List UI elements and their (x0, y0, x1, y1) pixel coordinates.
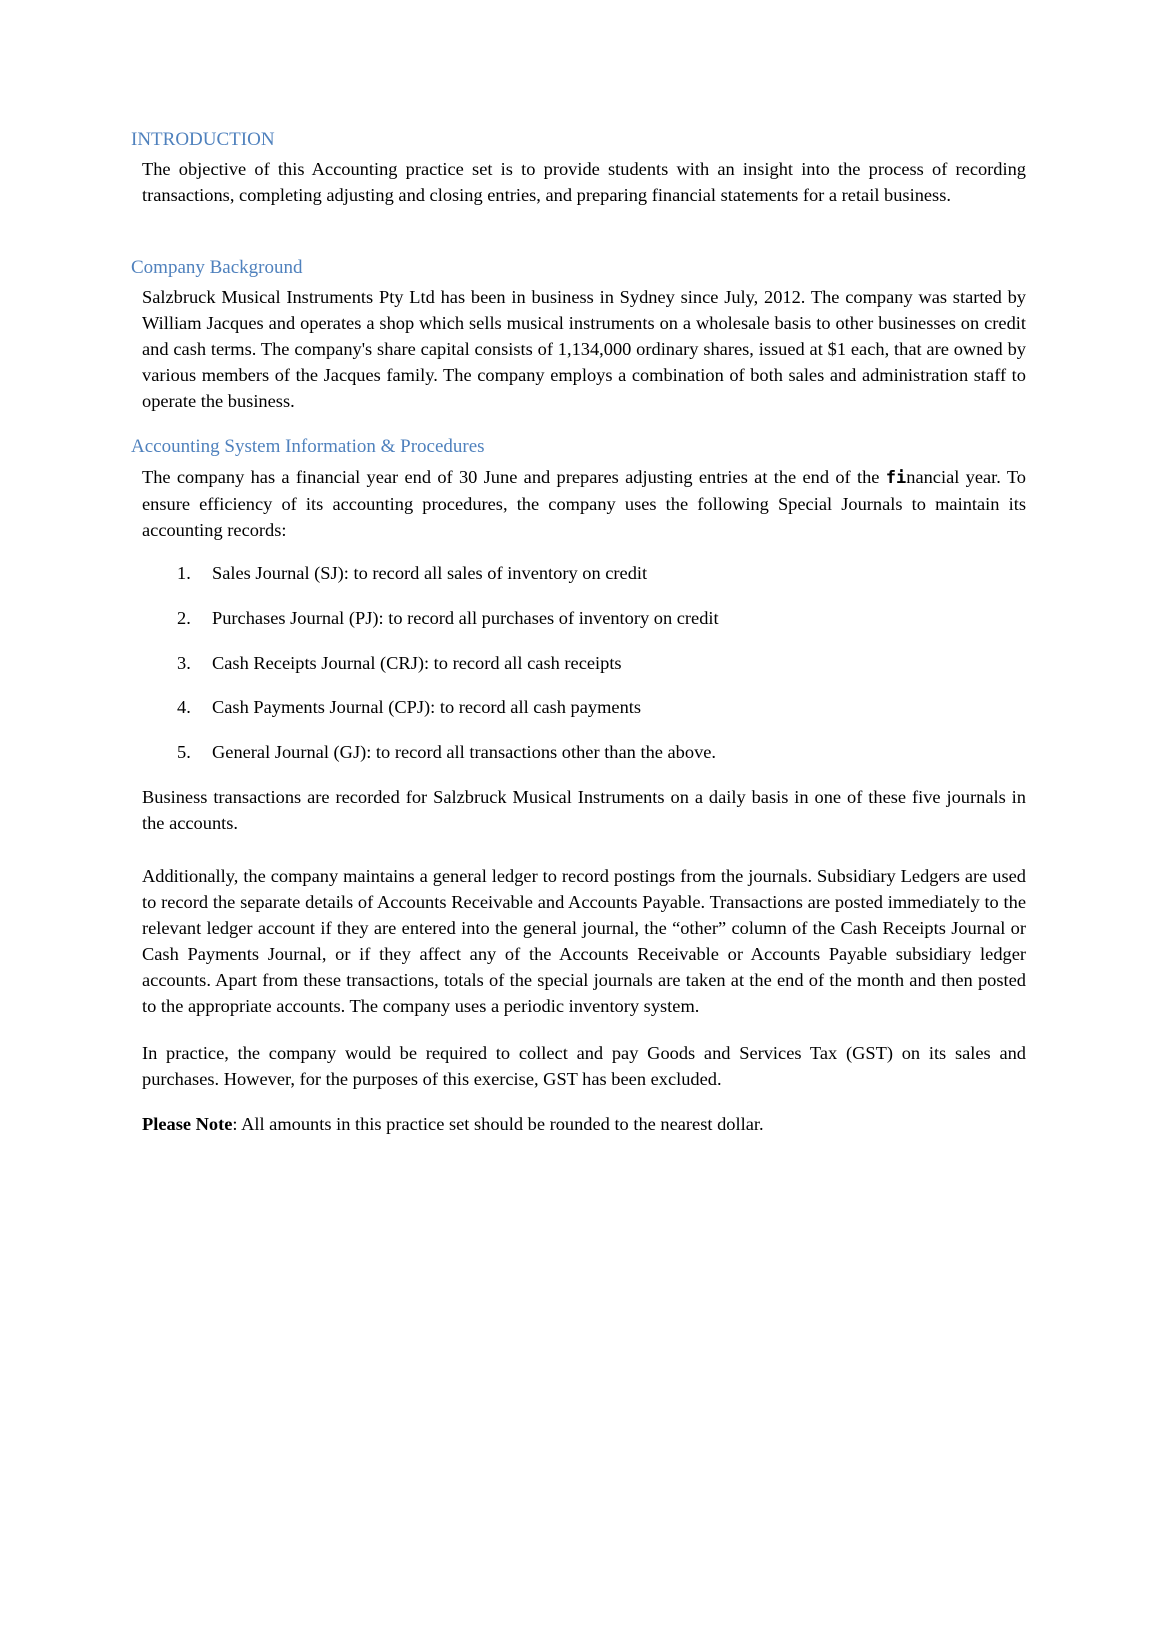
heading-introduction: INTRODUCTION (131, 129, 275, 150)
list-item-text: Cash Payments Journal (CPJ): to record all cash payments (212, 697, 642, 717)
heading-company-background: Company Background (131, 257, 303, 278)
paragraph-business-transactions: Business transactions are recorded for Salzbruck Musical Instruments on a daily basis in one of these five journals in the accounts. (142, 787, 1026, 833)
intro-text-before: The company has a financial year end of 30 June and prepares adjusting entries at the end of the (142, 467, 886, 487)
list-item-number: 2. (177, 608, 191, 628)
list-item-number: 1. (177, 563, 191, 583)
heading-accounting-system: Accounting System Information & Procedures (131, 436, 485, 457)
paragraph-accounting-system-intro (142, 464, 1026, 543)
intro-ligature-fi: fi (885, 468, 907, 488)
list-item-number: 5. (177, 742, 191, 762)
paragraph-please-note (142, 1111, 1026, 1137)
list-item-number: 4. (177, 697, 191, 717)
list-item-number: 3. (177, 653, 191, 673)
note-text: : All amounts in this practice set should be rounded to the nearest dollar. (232, 1114, 764, 1134)
list-item-text: Cash Receipts Journal (CRJ): to record all cash receipts (212, 653, 622, 673)
paragraph-company-background: Salzbruck Musical Instruments Pty Ltd has been in business in Sydney since July, 2012. The company was started by William Jacques and operates a shop which sells musical instruments on a wholesale basis to other businesses on credit and cash terms. The company's share capital consists of 1,134,000 ordinary shares, issued at $1 each, that are owned by various members of the Jacques family. The company employs a combination of both sales and administration staff to operate the business. (142, 287, 1026, 411)
list-item-text: General Journal (GJ): to record all transactions other than the above. (212, 742, 717, 762)
note-label: Please Note (142, 1114, 233, 1134)
paragraph-ledgers: Additionally, the company maintains a general ledger to record postings from the journals. Subsidiary Ledgers are used to record the separate details of Accounts Receivable and Accounts Payable. Transactions are posted immediately to the relevant ledger account if they are entered into the general journal, the “other” column of the Cash Receipts Journal or Cash Payments Journal, or if they affect any of the Accounts Receivable or Accounts Payable subsidiary ledger accounts. Apart from these transactions, totals of the special journals are taken at the end of the month and then posted to the appropriate accounts. The company uses a periodic inventory system. (142, 866, 1026, 1016)
list-item-text: Purchases Journal (PJ): to record all purchases of inventory on credit (212, 608, 719, 628)
intro-text-after: nancial year. To ensure efficiency of its accounting procedures, the company uses the following Special Journals to maintain its accounting records: (142, 467, 1026, 540)
paragraph-gst: In practice, the company would be required to collect and pay Goods and Services Tax (GST) on its sales and purchases. However, for the purposes of this exercise, GST has been excluded. (142, 1043, 1026, 1089)
paragraph-introduction: The objective of this Accounting practice set is to provide students with an insight into the process of recording transactions, completing adjusting and closing entries, and preparing financial statements for a retail business. (142, 159, 1026, 205)
list-item-text: Sales Journal (SJ): to record all sales of inventory on credit (212, 563, 648, 583)
